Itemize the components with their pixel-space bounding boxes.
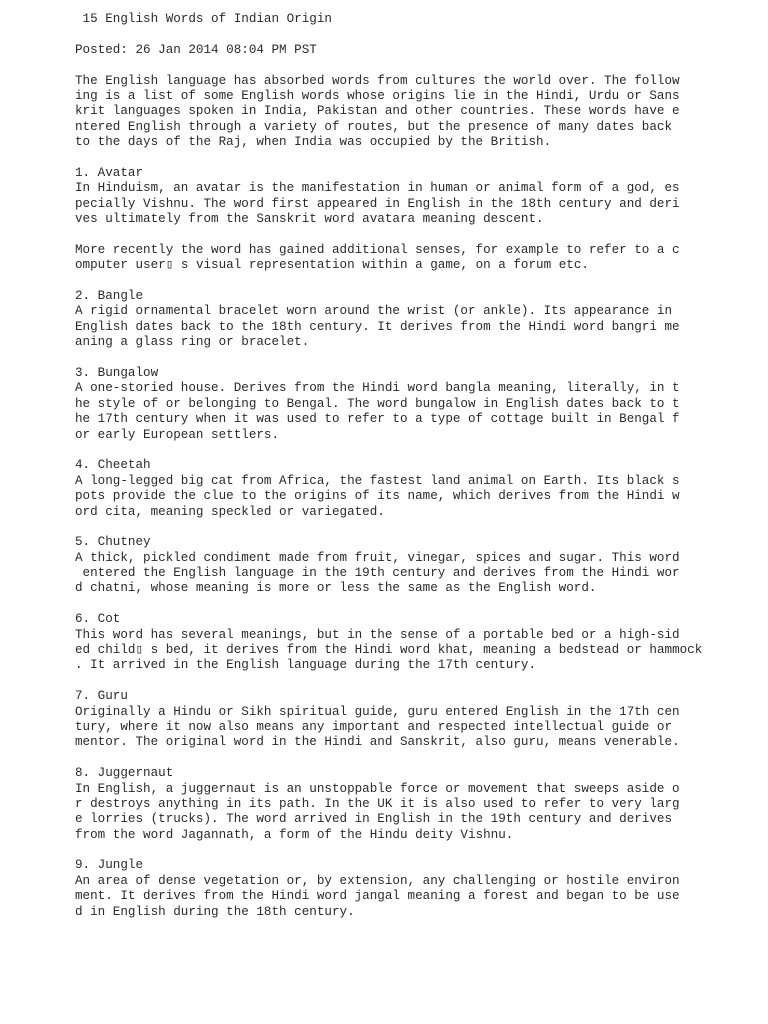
spacer [75, 597, 755, 612]
spacer [75, 227, 755, 242]
spacer [75, 520, 755, 535]
spacer [75, 274, 755, 289]
word-entries [75, 151, 755, 921]
entry-heading: 6. Cot [75, 612, 121, 627]
entry-line: r destroys anything in its path. In the UK it is also used to refer to very larg [75, 796, 680, 811]
word-entry [75, 366, 755, 443]
entry-paragraph [75, 874, 755, 920]
entry-line: omputer user▯ s visual representation within a game, on a forum etc. [75, 258, 589, 273]
word-entry [75, 289, 755, 351]
word-entry [75, 535, 755, 597]
entry-paragraph [75, 243, 755, 274]
spacer [75, 27, 755, 42]
entry-heading: 7. Guru [75, 689, 128, 704]
entry-heading: 9. Jungle [75, 858, 144, 873]
entry-heading: 1. Avatar [75, 165, 144, 180]
entry-paragraph [75, 628, 755, 674]
word-entry [75, 689, 755, 751]
entry-line: ord cita, meaning speckled or variegated. [75, 504, 385, 519]
entry-line: Originally a Hindu or Sikh spiritual guide, guru entered English in the 17th cen [75, 704, 680, 719]
entry-heading: 5. Chutney [75, 535, 151, 550]
entry-heading: 4. Cheetah [75, 458, 151, 473]
entry-line: aning a glass ring or bracelet. [75, 335, 310, 350]
entry-line: d chatni, whose meaning is more or less the same as the English word. [75, 581, 597, 596]
entry-line: he style of or belonging to Bengal. The word bungalow in English dates back to t [75, 396, 680, 411]
entry-line: In English, a juggernaut is an unstoppable force or movement that sweeps aside o [75, 781, 680, 796]
entry-paragraph [75, 474, 755, 520]
entry-heading: 8. Juggernaut [75, 766, 174, 781]
entry-line: A thick, pickled condiment made from fruit, vinegar, spices and sugar. This word [75, 550, 680, 565]
entry-line: ed child▯ s bed, it derives from the Hindi word khat, meaning a bedstead or hammock [75, 643, 703, 658]
spacer [75, 443, 755, 458]
entry-heading: 2. Bangle [75, 289, 144, 304]
document-title: 15 English Words of Indian Origin [75, 12, 332, 26]
entry-line: A rigid ornamental bracelet worn around the wrist (or ankle). Its appearance in [75, 304, 673, 319]
entry-line: mentor. The original word in the Hindi and Sanskrit, also guru, means venerable. [75, 735, 680, 750]
document-body [75, 12, 755, 920]
entry-line: from the word Jagannath, a form of the Hindu deity Vishnu. [75, 827, 514, 842]
posted-date: Posted: 26 Jan 2014 08:04 PM PST [75, 42, 317, 57]
spacer [75, 58, 755, 73]
word-entry [75, 166, 755, 274]
intro-line: ntered English through a variety of routes, but the presence of many dates back [75, 119, 673, 134]
entry-line: tury, where it now also means any important and respected intellectual guide or [75, 719, 673, 734]
entry-line: A long-legged big cat from Africa, the fastest land animal on Earth. Its black s [75, 473, 680, 488]
intro-paragraph [75, 74, 755, 151]
entry-line: pecially Vishnu. The word first appeared in English in the 18th century and deri [75, 196, 680, 211]
entry-line: pots provide the clue to the origins of its name, which derives from the Hindi w [75, 489, 680, 504]
entry-line: or early European settlers. [75, 427, 280, 442]
intro-line: ing is a list of some English words whose origins lie in the Hindi, Urdu or Sans [75, 88, 680, 103]
entry-line: entered the English language in the 19th century and derives from the Hindi wor [75, 566, 680, 581]
word-entry [75, 766, 755, 843]
entry-paragraph [75, 782, 755, 844]
spacer [75, 751, 755, 766]
entry-line: ves ultimately from the Sanskrit word avatara meaning descent. [75, 212, 544, 227]
entry-line: d in English during the 18th century. [75, 904, 355, 919]
entry-line: This word has several meanings, but in the sense of a portable bed or a high-sid [75, 627, 680, 642]
entry-line: More recently the word has gained additional senses, for example to refer to a c [75, 242, 680, 257]
entry-line: . It arrived in the English language during the 17th century. [75, 658, 537, 673]
word-entry [75, 458, 755, 520]
entry-line: A one-storied house. Derives from the Hindi word bangla meaning, literally, in t [75, 381, 680, 396]
entry-paragraph [75, 381, 755, 443]
spacer [75, 351, 755, 366]
entry-line: An area of dense vegetation or, by extension, any challenging or hostile environ [75, 873, 680, 888]
entry-heading: 3. Bungalow [75, 365, 159, 380]
entry-line: In Hinduism, an avatar is the manifestation in human or animal form of a god, es [75, 181, 680, 196]
intro-line: The English language has absorbed words from cultures the world over. The follow [75, 73, 680, 88]
spacer [75, 674, 755, 689]
entry-line: ment. It derives from the Hindi word jangal meaning a forest and began to be use [75, 889, 680, 904]
intro-line: krit languages spoken in India, Pakistan and other countries. These words have e [75, 104, 680, 119]
entry-paragraph [75, 551, 755, 597]
entry-line: he 17th century when it was used to refer to a type of cottage built in Bengal f [75, 412, 680, 427]
spacer [75, 843, 755, 858]
entry-line: e lorries (trucks). The word arrived in English in the 19th century and derives [75, 812, 673, 827]
intro-line: to the days of the Raj, when India was occupied by the British. [75, 135, 552, 150]
entry-line: English dates back to the 18th century. It derives from the Hindi word bangri me [75, 319, 680, 334]
word-entry [75, 612, 755, 674]
entry-paragraph [75, 304, 755, 350]
word-entry [75, 858, 755, 920]
spacer [75, 151, 755, 166]
entry-paragraph [75, 705, 755, 751]
entry-paragraph [75, 181, 755, 227]
